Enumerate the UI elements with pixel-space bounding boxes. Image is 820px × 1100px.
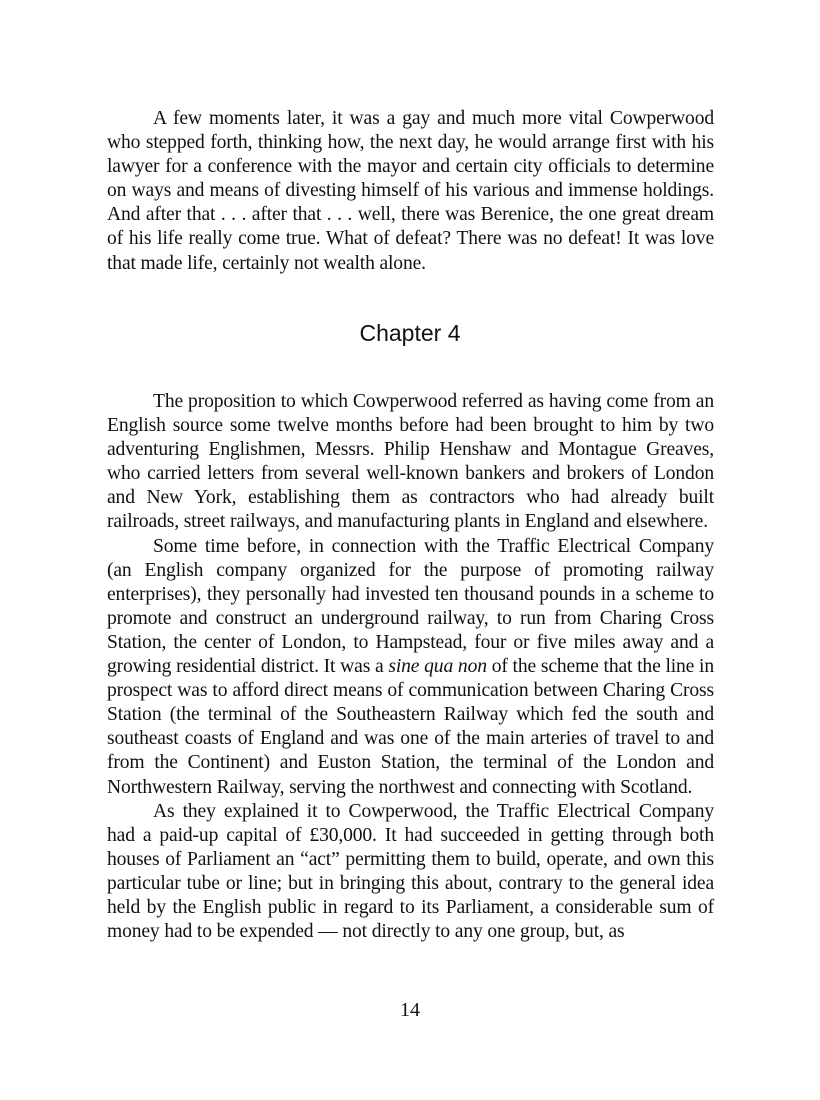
body-paragraph-3: As they explained it to Cowperwood, the Traffic Electrical Company had a paid-up capital of £30,000. It had succeeded in getting through both houses of Parliament an “act” permitting them to build, operate, and own this particular tube or line; but in bringing this about, contrary to the general idea held by the English public in regard to its Parliament, a considerable sum of money had to be expended — not directly to any one group, but, as [107, 800, 714, 943]
opening-paragraph: A few moments later, it was a gay and much more vital Cowperwood who stepped forth, thinking how, the next day, he would arrange first with his lawyer for a conference with the mayor and certain city officials to determine on ways and means of divesting himself of his various and immense holdings. And after that . . . after that . . . well, there was Berenice, the one great dream of his life really come true. What of defeat? There was no defeat! It was love that made life, certainly not wealth alone. [107, 108, 714, 274]
body-paragraph-2 [107, 535, 714, 800]
chapter-title: Chapter 4 [359, 320, 461, 346]
body-paragraph-1: The proposition to which Cowperwood referred as having come from an English source some twelve months before had been brought to him by two adventuring Englishmen, Messrs. Philip Henshaw and Montague Greaves, who carried letters from several well-known bankers and brokers of London and New York, establishing them as contractors who had already built railroads, street railways, and manufacturing plants in England and elsewhere. [107, 391, 714, 533]
body-paragraph-2-part-2: of the scheme that the line in prospect was to afford direct means of communication between Charing Cross Station (the terminal of the Southeastern Railway which fed the south and southeast coasts of England and was one of the main arteries of travel to and from the Continent) and Euston Station, the terminal of the London and Northwestern Railway, serving the northwest and connecting with Scotland. [107, 656, 714, 798]
body-paragraph-2-part-1: Some time before, in connection with the Traffic Electrical Company (an English company organized for the purpose of promoting railway enterprises), they personally had invested ten thousand pounds in a scheme to promote and construct an underground railway, to run from Charing Cross Station, the center of London, to Hampstead, four or five miles away and a growing residential district. It was a [107, 535, 714, 678]
latin-phrase: sine qua non [388, 656, 487, 678]
opening-text-block [107, 107, 714, 276]
chapter-body [107, 390, 714, 944]
page-number: 14 [400, 999, 420, 1021]
